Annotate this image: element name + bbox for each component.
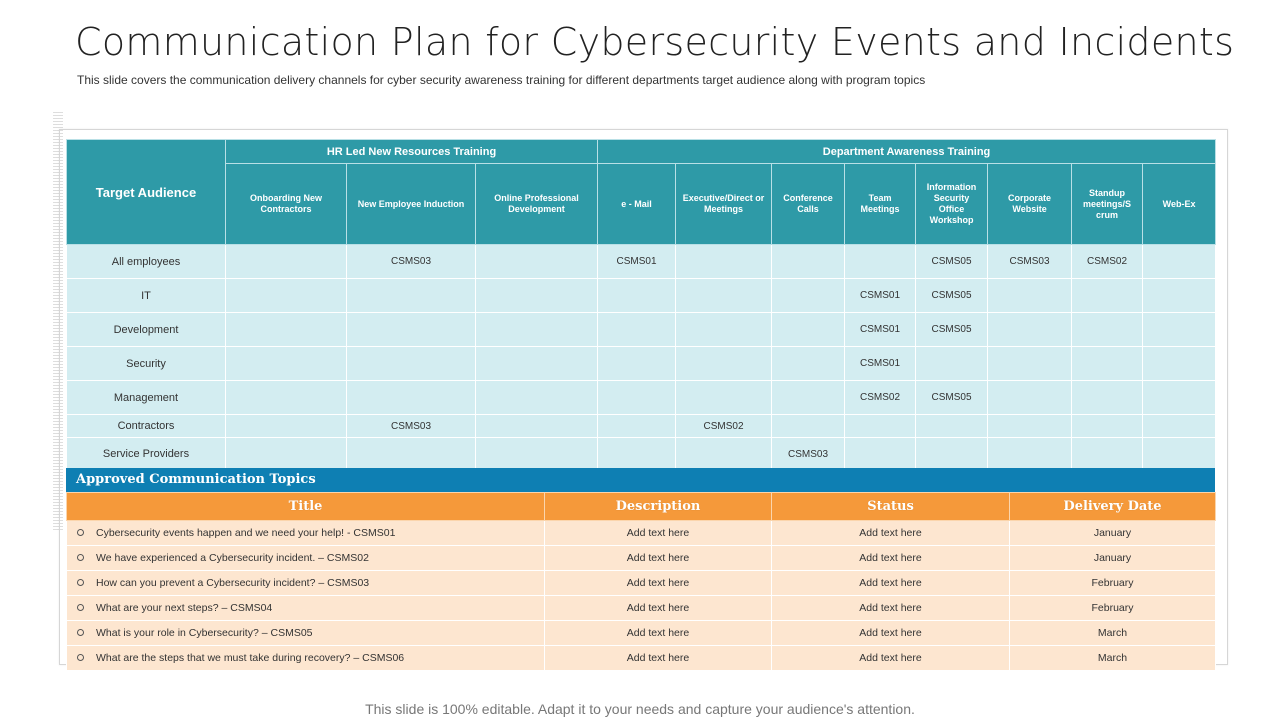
channel-cell [226,438,347,471]
channel-cell: CSMS05 [916,245,988,279]
channel-cell [598,279,676,313]
topics-header-description: Description [545,493,772,521]
channel-column-header: e - Mail [598,164,676,245]
channel-cell [1072,313,1143,347]
topics-heading-bar [66,468,1215,492]
channel-cell [1143,279,1216,313]
topics-header-title: Title [67,493,545,521]
channel-cell [226,381,347,415]
channel-cell [347,438,476,471]
channel-cell [1143,313,1216,347]
channel-cell [988,415,1072,438]
channel-column-header: Standup meetings/S crum [1072,164,1143,245]
channel-cell [676,279,772,313]
bullet-icon [77,654,84,661]
channel-cell [988,381,1072,415]
channel-cell: CSMS03 [347,245,476,279]
group-header-department: Department Awareness Training [598,140,1216,164]
channel-cell [772,245,845,279]
channel-cell: CSMS03 [347,415,476,438]
channel-cell: CSMS03 [772,438,845,471]
audience-label: Security [67,347,226,381]
channel-cell [772,347,845,381]
channel-cell: CSMS05 [916,381,988,415]
topic-row [67,646,1216,671]
channel-cell [676,381,772,415]
channel-cell: CSMS05 [916,279,988,313]
channel-cell [226,279,347,313]
topic-description: Add text here [545,546,772,571]
channel-cell [476,438,598,471]
channel-cell: CSMS01 [845,347,916,381]
channel-column-header: Team Meetings [845,164,916,245]
channel-column-header: Conference Calls [772,164,845,245]
channel-cell [772,313,845,347]
topic-date: February [1010,596,1216,621]
channel-cell [476,245,598,279]
target-audience-header: Target Audience [67,140,226,245]
channel-cell: CSMS01 [845,279,916,313]
topic-title: What are the steps that we must take during recovery? – CSMS06 [96,652,405,664]
topic-title: What are your next steps? – CSMS04 [96,602,273,614]
channel-cell [676,245,772,279]
topic-title-cell [67,646,545,671]
topic-status: Add text here [772,596,1010,621]
topic-status: Add text here [772,546,1010,571]
topic-title-cell [67,596,545,621]
channel-cell [1143,347,1216,381]
audience-row [67,381,1216,415]
channel-cell [598,313,676,347]
audience-row [67,438,1216,471]
channel-cell [845,415,916,438]
channel-cell [988,438,1072,471]
topic-title: What is your role in Cybersecurity? – CSMS05 [96,627,313,639]
channels-table [66,139,1216,471]
channel-column-header: New Employee Induction [347,164,476,245]
audience-label: Contractors [67,415,226,438]
channel-cell [347,347,476,381]
topic-date: January [1010,521,1216,546]
channel-cell: CSMS05 [916,313,988,347]
topic-status: Add text here [772,646,1010,671]
channel-column-header: Executive/Direct or Meetings [676,164,772,245]
topic-date: January [1010,546,1216,571]
channel-cell [1143,415,1216,438]
audience-row [67,347,1216,381]
channel-cell [772,279,845,313]
channel-cell [676,313,772,347]
topics-table [66,492,1216,671]
topic-title-cell [67,546,545,571]
channel-cell [1143,245,1216,279]
topic-row [67,546,1216,571]
footer-note: This slide is 100% editable. Adapt it to your needs and capture your audience's attention. [365,701,915,717]
channel-cell [598,415,676,438]
channel-cell [772,415,845,438]
channel-cell [988,279,1072,313]
channel-column-header: Web-Ex [1143,164,1216,245]
topics-header-date: Delivery Date [1010,493,1216,521]
audience-label: Management [67,381,226,415]
channel-cell [1072,438,1143,471]
topic-description: Add text here [545,571,772,596]
topic-status: Add text here [772,571,1010,596]
channel-column-header: Online Professional Development [476,164,598,245]
channel-cell: CSMS01 [598,245,676,279]
topic-title-cell [67,571,545,596]
topic-title: We have experienced a Cybersecurity incident. – CSMS02 [96,552,369,564]
topic-title: Cybersecurity events happen and we need your help! - CSMS01 [96,527,396,539]
audience-label: All employees [67,245,226,279]
channel-cell [845,438,916,471]
topic-row [67,571,1216,596]
channel-cell: CSMS02 [1072,245,1143,279]
audience-row [67,279,1216,313]
channel-cell: CSMS03 [988,245,1072,279]
channel-cell [988,347,1072,381]
channel-cell [476,313,598,347]
bullet-icon [77,579,84,586]
channel-cell [598,347,676,381]
channel-cell [1143,381,1216,415]
audience-label: IT [67,279,226,313]
channel-cell [1072,347,1143,381]
channel-cell [347,381,476,415]
topic-date: March [1010,646,1216,671]
bullet-icon [77,554,84,561]
channel-cell [598,381,676,415]
channel-cell [916,438,988,471]
audience-row [67,313,1216,347]
channel-cell [916,347,988,381]
audience-row [67,245,1216,279]
channel-cell [916,415,988,438]
channel-cell [226,347,347,381]
channel-cell [772,381,845,415]
topic-description: Add text here [545,521,772,546]
topic-description: Add text here [545,621,772,646]
audience-label: Service Providers [67,438,226,471]
channel-cell [476,347,598,381]
topic-description: Add text here [545,596,772,621]
page-subtitle: This slide covers the communication delivery channels for cyber security awareness training for different departments target audience along with program topics [77,73,926,87]
channel-cell [476,381,598,415]
channel-cell [676,438,772,471]
topics-header-status: Status [772,493,1010,521]
bullet-icon [77,604,84,611]
channel-cell [347,313,476,347]
channel-cell [845,245,916,279]
channel-column-header: Corporate Website [988,164,1072,245]
channel-cell [676,347,772,381]
channel-cell [226,313,347,347]
channel-cell [1072,381,1143,415]
topic-title-cell [67,621,545,646]
channel-cell [347,279,476,313]
topic-title: How can you prevent a Cybersecurity incident? – CSMS03 [96,577,370,589]
topic-date: March [1010,621,1216,646]
channel-cell: CSMS02 [845,381,916,415]
topic-status: Add text here [772,621,1010,646]
audience-row [67,415,1216,438]
page-title: Communication Plan for Cybersecurity Events and Incidents [75,20,1235,64]
audience-label: Development [67,313,226,347]
channel-cell: CSMS01 [845,313,916,347]
channel-cell [226,415,347,438]
topic-date: February [1010,571,1216,596]
topic-row [67,521,1216,546]
topic-description: Add text here [545,646,772,671]
topic-row [67,621,1216,646]
channel-cell [1143,438,1216,471]
bullet-icon [77,529,84,536]
channel-cell [476,415,598,438]
channel-cell [226,245,347,279]
topics-heading: Approved Communication Topics [76,472,316,487]
group-header-hr: HR Led New Resources Training [226,140,598,164]
channel-cell [598,438,676,471]
channel-cell [1072,279,1143,313]
channel-column-header: Onboarding New Contractors [226,164,347,245]
topic-title-cell [67,521,545,546]
channel-cell [988,313,1072,347]
channel-cell [1072,415,1143,438]
channel-cell [476,279,598,313]
topic-status: Add text here [772,521,1010,546]
channel-column-header: Information Security Office Workshop [916,164,988,245]
bullet-icon [77,629,84,636]
channel-cell: CSMS02 [676,415,772,438]
topic-row [67,596,1216,621]
